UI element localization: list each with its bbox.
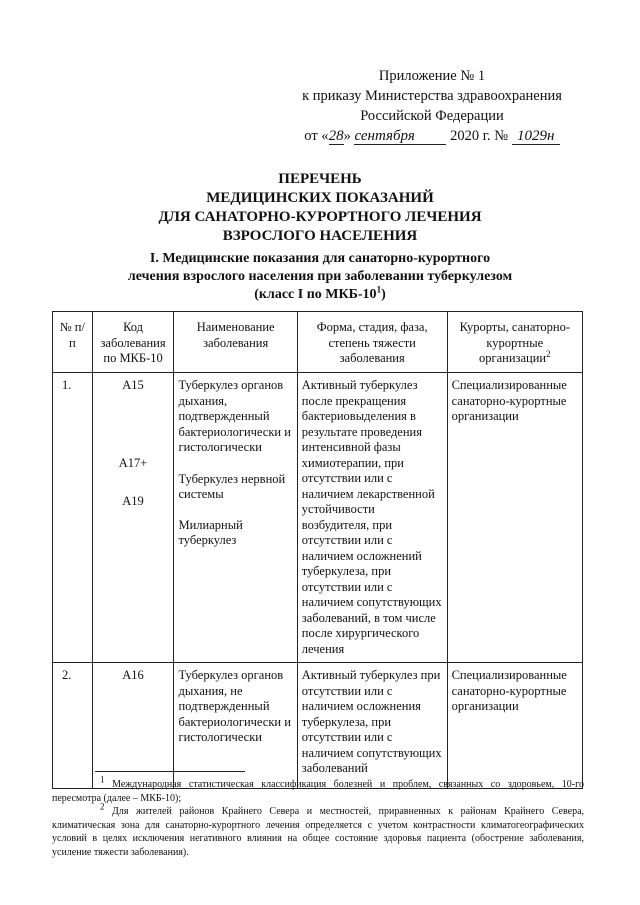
date-month: сентября [354, 128, 446, 145]
footnote-ref: 1 [376, 284, 382, 295]
footnote-2: $^2$ Для жителей районов Крайнего Севера и местностей, приравненных к районам Крайнего Севера, климатическая зона для санаторно-курортного лечения определяется с учетом контрастности климатогеографических условий в целях исключения негативного влияния на общее состояние здоровья пациента (обострение заболевания, усиление тяжести заболевания). [52, 801, 585, 858]
disease-name: Туберкулез органов дыхания, не подтвержденный бактериологически и гистологически [178, 668, 291, 744]
disease-name: Милиарный туберкулез [178, 517, 243, 547]
table-row [53, 663, 583, 789]
row-codes [92, 663, 174, 789]
section-line: (класс I по МКБ-$10^1$) [254, 284, 386, 302]
row-form: Активный туберкулез при отсутствии или с наличием осложнения туберкулеза, при отсутствии или с наличием сопутствующих заболеваний [297, 663, 447, 789]
code-cell: A19 [122, 494, 144, 508]
row-form: Активный туберкулез после прекращения бактериовыделения в результате проведения интенсивной фазы химиотерапии, при отсутствии или с наличием лекарственной устойчивости возбудителя, при отсутствии или с наличием осложнений туберкулеза, при отсутствии или с наличием сопутствующих заболеваний, в том числе после хирургического лечения [297, 373, 447, 663]
row-names [174, 373, 297, 663]
header-name: Наименование заболевания [174, 312, 297, 373]
appendix-dateline [282, 126, 582, 146]
row-codes [92, 373, 174, 663]
row-num: 2. [53, 663, 93, 789]
section-line: лечения взрослого населения при заболевании туберкулезом [127, 269, 513, 284]
order-number: 1029н [512, 128, 560, 145]
footnotes [52, 774, 585, 859]
footnote-1: $^1$ Международная статистическая классификация болезней и проблем, связанных со здоровьем, 10-го пересмотра (далее – МКБ-10); [52, 774, 584, 804]
footnote-ref: 2 [546, 348, 551, 359]
appendix-title: Приложение № 1 [378, 68, 486, 84]
title-line: ДЛЯ САНАТОРНО-КУРОРТНОГО ЛЕЧЕНИЯ [158, 209, 482, 225]
title-line: МЕДИЦИНСКИХ ПОКАЗАНИЙ [206, 190, 434, 206]
title-line: ПЕРЕЧЕНЬ [278, 171, 362, 187]
date-day: 28 [328, 128, 344, 144]
section-heading [0, 250, 640, 304]
code-cell: A16 [122, 668, 144, 682]
header-code: Код заболевания по МКБ-10 [92, 312, 174, 373]
footnote-separator [95, 771, 245, 772]
document-title [0, 170, 640, 246]
appendix-block [282, 66, 582, 146]
code-cell: A17+ [118, 455, 148, 470]
date-prefix: от « [304, 128, 329, 144]
table-row [53, 373, 583, 663]
appendix-ministry: Российской Федерации [360, 108, 504, 124]
date-close: » [343, 128, 351, 144]
row-resorts: Специализированные санаторно-курортные организации [447, 663, 582, 789]
appendix-order-ref: к приказу Министерства здравоохранения [302, 88, 562, 104]
date-year: 2020 г. № [450, 128, 509, 144]
header-num: № п/п [53, 312, 93, 373]
header-resorts: Курорты, санаторно-курортные организации$^2$ [447, 312, 582, 373]
section-line: I. Медицинские показания для санаторно-курортного [149, 251, 491, 266]
row-names [174, 663, 297, 789]
row-num: 1. [53, 373, 93, 663]
row-resorts: Специализированные санаторно-курортные организации [447, 373, 582, 663]
title-line: ВЗРОСЛОГО НАСЕЛЕНИЯ [222, 228, 418, 244]
disease-name: Туберкулез нервной системы [178, 471, 286, 501]
disease-name: Туберкулез органов дыхания, подтвержденный бактериологически и гистологически [178, 378, 291, 454]
indications-table [52, 311, 583, 789]
table-header-row [53, 312, 583, 373]
header-form: Форма, стадия, фаза, степень тяжести заболевания [297, 312, 447, 373]
code-cell: A15 [122, 378, 144, 392]
